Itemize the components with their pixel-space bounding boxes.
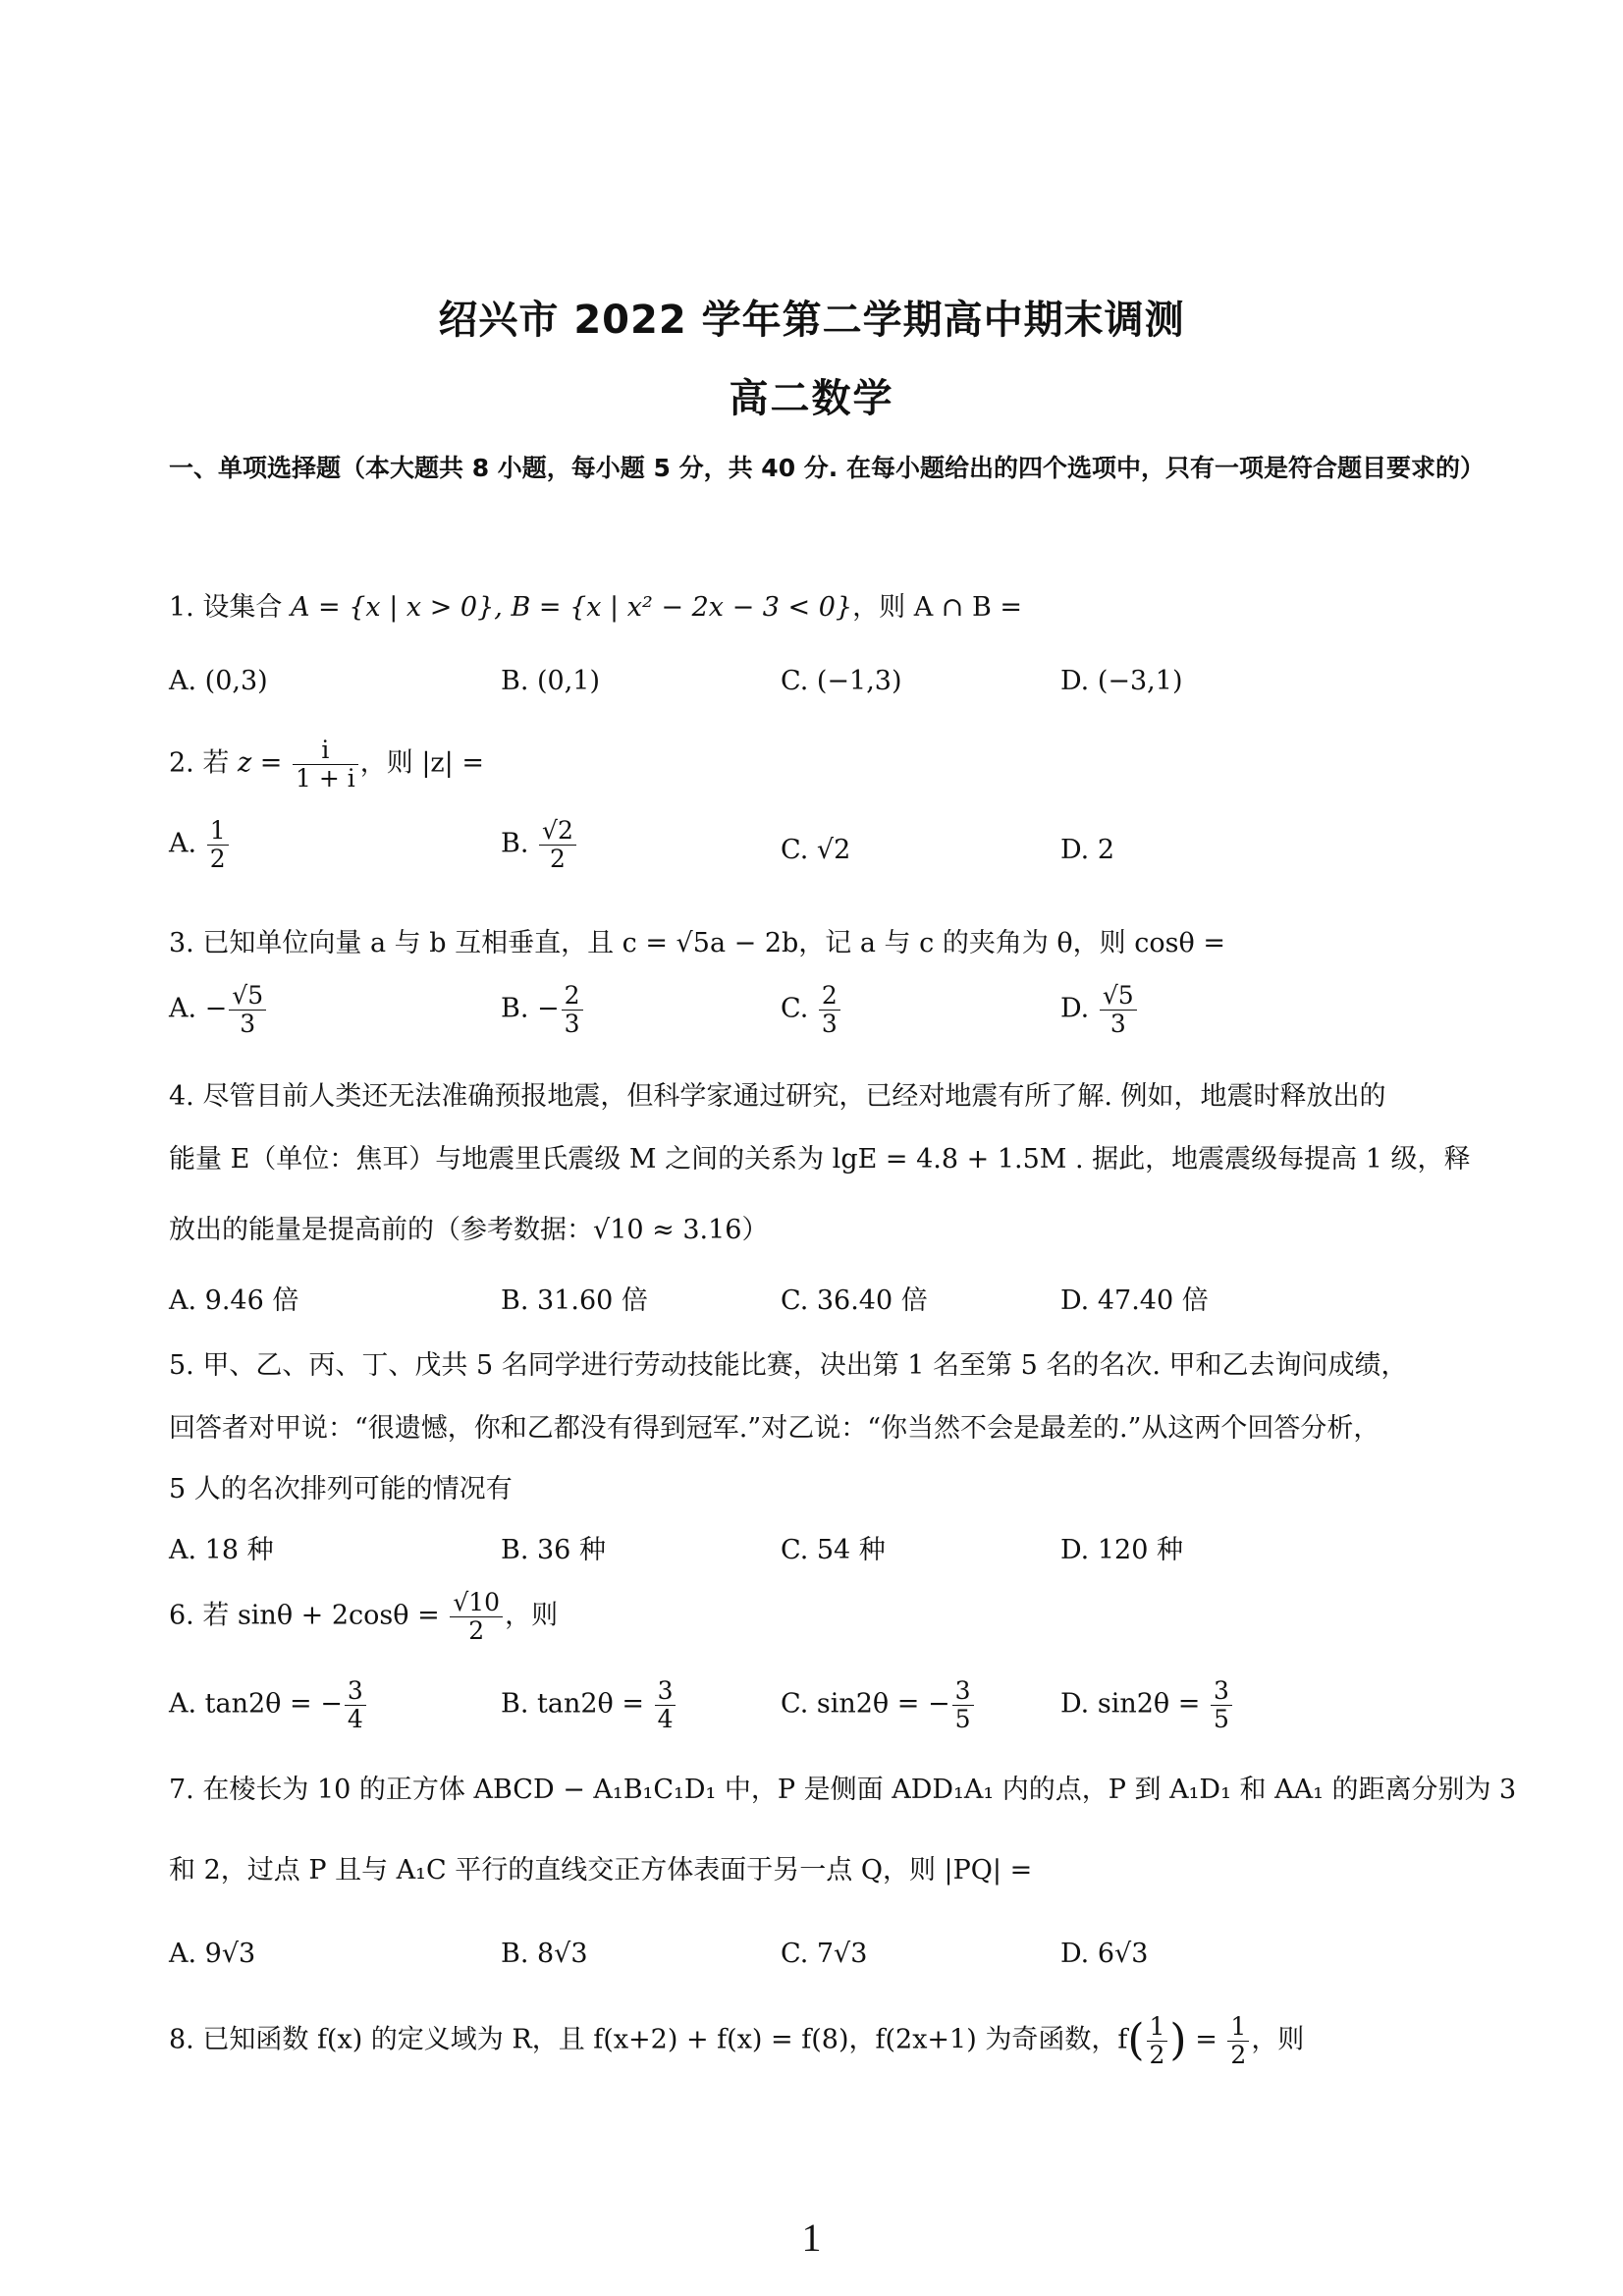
fraction-numerator: √2 xyxy=(539,817,576,846)
fraction-denominator: 2 xyxy=(468,1615,485,1645)
question-4-line-1 xyxy=(169,1074,1386,1113)
question-6-option-b xyxy=(501,1677,677,1732)
question-6-option-d xyxy=(1060,1677,1234,1732)
fraction xyxy=(1147,2013,1168,2068)
question-3-stem xyxy=(169,921,1225,959)
question-3-option-b xyxy=(501,982,585,1037)
fraction-denominator: 2 xyxy=(1230,2040,1247,2069)
question-7-option-d: D. 6√3 xyxy=(1060,1939,1149,1969)
fraction-denominator: 5 xyxy=(1213,1704,1229,1733)
question-number: 7. xyxy=(169,1775,194,1805)
stem-suffix: ，则 |z| = xyxy=(359,747,484,779)
stem-suffix: ，则 A ∩ B = xyxy=(852,592,1023,623)
question-2-option-a xyxy=(169,817,231,872)
option-label: B. tan2θ = xyxy=(501,1688,644,1720)
stem-prefix: 若 sinθ + 2cosθ = xyxy=(202,1600,440,1631)
stem-prefix: 已知函数 f(x) 的定义域为 R，且 f(x+2) + f(x) = f(8)，f(2x+1) 为奇函数，f xyxy=(202,2024,1128,2055)
fraction xyxy=(562,982,583,1037)
stem-text: 在棱长为 10 的正方体 ABCD − A₁B₁C₁D₁ 中，P 是侧面 ADD₁A₁ 内的点，P 到 A₁D₁ 和 AA₁ 的距离分别为 3 xyxy=(202,1775,1517,1805)
stem-prefix: 设集合 xyxy=(202,592,283,623)
question-7-option-b: B. 8√3 xyxy=(501,1939,588,1969)
question-4-line-3: 放出的能量是提高前的（参考数据：√10 ≈ 3.16） xyxy=(169,1215,769,1245)
question-3-option-d xyxy=(1060,982,1139,1037)
question-5-option-a: A. 18 种 xyxy=(169,1535,274,1565)
stem-prefix: 若 xyxy=(202,747,230,779)
fraction-numerator: 2 xyxy=(819,982,840,1011)
option-label: D. sin2θ = xyxy=(1060,1688,1201,1720)
question-6-option-c xyxy=(781,1677,976,1732)
question-2-option-c: C. √2 xyxy=(781,835,851,865)
option-label: D. xyxy=(1060,993,1090,1024)
fraction-denominator: 2 xyxy=(209,844,226,873)
question-2-option-d: D. 2 xyxy=(1060,835,1115,865)
question-number: 4. xyxy=(169,1081,194,1112)
question-1-option-d: D. (−3,1) xyxy=(1060,666,1183,696)
question-number: 1. xyxy=(169,592,194,623)
stem-math: A = {x | x > 0}, B = {x | x² − 2x − 3 < 0} xyxy=(290,592,853,623)
option-label: A. − xyxy=(169,993,228,1024)
fraction-denominator: 4 xyxy=(347,1704,363,1733)
question-number: 8. xyxy=(169,2024,194,2055)
fraction-denominator: 3 xyxy=(564,1009,580,1038)
stem-suffix: ，则 xyxy=(505,1600,559,1631)
question-5-option-d: D. 120 种 xyxy=(1060,1535,1183,1565)
fraction xyxy=(1211,1677,1232,1732)
question-number: 5. xyxy=(169,1350,194,1381)
question-7-line-2: 和 2，过点 P 且与 A₁C 平行的直线交正方体表面于另一点 Q，则 |PQ| = xyxy=(169,1855,1033,1886)
question-7-line-1 xyxy=(169,1768,1516,1806)
question-5-option-b: B. 36 种 xyxy=(501,1535,606,1565)
fraction-numerator: √5 xyxy=(229,982,266,1011)
fraction-denominator: 1 + i xyxy=(295,763,355,793)
question-1-option-c: C. (−1,3) xyxy=(781,666,902,696)
fraction xyxy=(1100,982,1137,1037)
fraction xyxy=(952,1677,974,1732)
stem-suffix: ，则 xyxy=(1251,2024,1305,2055)
paren-open: ( xyxy=(1127,2015,1145,2065)
fraction xyxy=(229,982,266,1037)
fraction-denominator: 4 xyxy=(657,1704,674,1733)
question-4-line-2: 能量 E（单位：焦耳）与地震里氏震级 M 之间的关系为 lgE = 4.8 + 1.5M . 据此，地震震级每提高 1 级，释 xyxy=(169,1144,1471,1175)
fraction-numerator: 3 xyxy=(1211,1677,1232,1706)
fraction-numerator: 1 xyxy=(1227,2013,1249,2042)
question-1-option-a: A. (0,3) xyxy=(169,666,268,696)
question-3-option-a xyxy=(169,982,268,1037)
option-label: B. xyxy=(501,828,529,859)
fraction xyxy=(345,1677,366,1732)
question-7-option-c: C. 7√3 xyxy=(781,1939,868,1969)
exam-title: 绍兴市 2022 学年第二学期高中期末调测 xyxy=(438,298,1185,343)
fraction-numerator: 1 xyxy=(1147,2013,1168,2042)
fraction-denominator: 2 xyxy=(550,844,566,873)
question-5-line-3: 5 人的名次排列可能的情况有 xyxy=(169,1474,513,1504)
paren-close: ) xyxy=(1169,2015,1187,2065)
option-label: B. − xyxy=(501,993,560,1024)
stem-text: 已知单位向量 a 与 b 互相垂直，且 c = √5a − 2b，记 a 与 c 的夹角为 θ，则 cosθ = xyxy=(202,928,1225,958)
fraction-denominator: 5 xyxy=(954,1704,971,1733)
stem-text: 尽管目前人类还无法准确预报地震，但科学家通过研究，已经对地震有所了解. 例如，地震时释放出的 xyxy=(202,1081,1386,1112)
stem-text: 甲、乙、丙、丁、戊共 5 名同学进行劳动技能比赛，决出第 1 名至第 5 名的名次. 甲和乙去询问成绩， xyxy=(202,1350,1408,1381)
question-5-line-2: 回答者对甲说：“很遗憾，你和乙都没有得到冠军.”对乙说：“你当然不会是最差的.”从这两个回答分析， xyxy=(169,1413,1380,1444)
question-number: 2. xyxy=(169,747,194,779)
question-2-option-b xyxy=(501,817,578,872)
question-7-option-a: A. 9√3 xyxy=(169,1939,256,1969)
fraction-denominator: 3 xyxy=(1109,1009,1126,1038)
fraction xyxy=(293,737,358,792)
exam-subject: 高二数学 xyxy=(729,376,894,421)
fraction-numerator: 3 xyxy=(345,1677,366,1706)
stem-var: z = xyxy=(237,747,283,779)
question-1-option-b: B. (0,1) xyxy=(501,666,601,696)
option-label: C. sin2θ = − xyxy=(781,1688,950,1720)
question-5-line-1 xyxy=(169,1343,1408,1382)
question-6-stem xyxy=(169,1589,558,1644)
fraction xyxy=(655,1677,676,1732)
option-label: C. xyxy=(781,993,809,1024)
question-number: 3. xyxy=(169,928,194,958)
fraction-numerator: 1 xyxy=(207,817,229,846)
fraction xyxy=(207,817,229,872)
question-number: 6. xyxy=(169,1600,194,1631)
equals-sign: = xyxy=(1195,2024,1217,2055)
section-heading: 一、单项选择题（本大题共 8 小题，每小题 5 分，共 40 分. 在每小题给出的四个选项中，只有一项是符合题目要求的） xyxy=(169,454,1486,482)
fraction xyxy=(539,817,576,872)
question-2-stem xyxy=(169,737,484,792)
question-8-stem xyxy=(169,2013,1304,2068)
question-3-option-c xyxy=(781,982,842,1037)
fraction xyxy=(819,982,840,1037)
question-4-option-a: A. 9.46 倍 xyxy=(169,1285,299,1316)
question-5-option-c: C. 54 种 xyxy=(781,1535,886,1565)
question-4-option-d: D. 47.40 倍 xyxy=(1060,1285,1209,1316)
fraction-numerator: 3 xyxy=(952,1677,974,1706)
fraction-denominator: 3 xyxy=(821,1009,838,1038)
question-4-option-b: B. 31.60 倍 xyxy=(501,1285,648,1316)
option-label: A. tan2θ = − xyxy=(169,1688,343,1720)
fraction xyxy=(450,1589,503,1644)
question-6-option-a xyxy=(169,1677,368,1732)
page-number: 1 xyxy=(801,2215,822,2260)
fraction-numerator: √5 xyxy=(1100,982,1137,1011)
option-label: A. xyxy=(169,828,197,859)
fraction-numerator: √10 xyxy=(450,1589,503,1617)
fraction-numerator: 2 xyxy=(562,982,583,1011)
question-1-stem xyxy=(169,585,1022,624)
question-4-option-c: C. 36.40 倍 xyxy=(781,1285,928,1316)
fraction-numerator: 3 xyxy=(655,1677,676,1706)
fraction-numerator: i xyxy=(293,737,358,765)
fraction-denominator: 2 xyxy=(1149,2040,1165,2069)
fraction xyxy=(1227,2013,1249,2068)
fraction-denominator: 3 xyxy=(240,1009,256,1038)
